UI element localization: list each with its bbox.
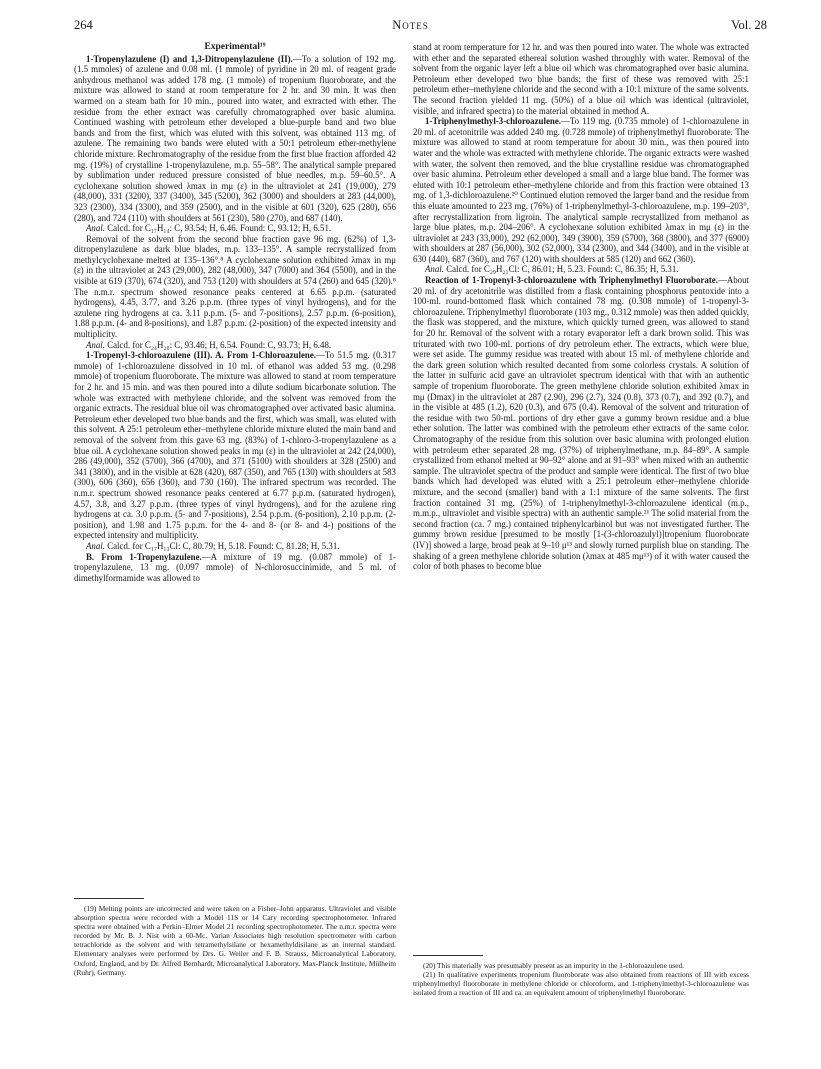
paragraph-text: —To a solution of 192 mg. (1.5 mmoles) of azulene and 0.08 ml. (1 mmole) of pyridine in 20 ml. of reagent grade anhydrous methanol was added 178 mg. (1 mmole) of tropenium fluoroborate, and the mixture was allowed to stand at room temperature for 2 hr. and 30 min. It was then warmed on a steam bath for 10 min., poured into water, and extracted with ether. The residue from the ether extract was carefully chromatographed over basic alumina. Continued washing with petroleum ether developed a blue-purple band and two blue bands and from the first, which was eluted with this solvent, was obtained 113 mg. of azulene. The remaining two bands were eluted with a 50:1 petroleum ether-methylene chloride mixture. Rechromatography of the residue from the first blue fraction afforded 42 mg. (19%) of crystalline 1-tropenylazulene, m.p. 55–58°. The analytical sample prepared by sublimation under reduced pressure consisted of blue needles, m.p. 59–60.5°. A cyclohexane solution showed λmax in mμ (ε) in the ultraviolet at 241 (19,000), 279 (48,000), 331 (3200), 337 (3400), 345 (5200), 362 (3000) and shoulders at 283 (44,000), 323 (2300), 334 (3300), and 359 (2500), and in the visible at 601 (320), 625 (280), 656 (280), and 724 (110) with shoulders at 561 (230), 580 (270), and 687 (140). [74, 53, 396, 223]
analysis-line [74, 541, 396, 552]
paragraph-text: —To 51.5 mg. (0.317 mmole) of 1-chloroazulene dissolved in 10 ml. of ethanol was added 53 mg. (0.298 mmole) of tropenium fluoroborate. The mixture was allowed to stand at room temperature for 2 hr. and 15 min. and was then poured into a dilute sodium bicarbonate solution. The whole was extracted with methylene chloride, and the solvent was removed from the organic extracts. The residual blue oil was chromatographed over activated basic alumina. Petroleum ether developed two blue bands and the first, which was small, was eluted with this solvent. A 25:1 petroleum ether–methylene chloride mixture eluted the main band and removal of the solvent from this gave 63 mg. (83%) of 1-chloro-3-tropenylazulene as a blue oil. A cyclohexane solution showed peaks in mμ (ε) in the ultraviolet at 242 (24,000), 286 (49,000), 352 (5700), 366 (4700), and 371 (5100) with shoulders at 328 (2500) and 341 (3800), and in the visible at 628 (420), 687 (350), and 765 (130) with shoulders at 583 (300), 606 (360), 656 (360), and 730 (160). The infrared spectrum was recorded. The n.m.r. spectrum showed resonance peaks centered at 6.77 p.p.m. (saturated hydrogen), 4.57, 3.8, and 3.27 p.p.m. (three types of vinyl hydrogens), and for the azulene ring hydrogens at ca. 3.0 p.p.m. (5- and 7-positions), 2.54 p.p.m. (6-position), 2.10 p.p.m. (2-position), and 1.98 and 1.75 p.p.m. for the 4- and 8- (or 8- and 4-) positions of the expected intensity and multiplicity. [74, 350, 396, 541]
paragraph-tropenylazulene [74, 54, 396, 224]
analysis-line [413, 264, 749, 275]
footnote-20: (20) This materially was presumably present as an impurity in the 1-chloroazulene used. [423, 961, 685, 970]
paragraph-text: —About 20 ml. of dry acetonitrile was distilled from a flask containing phosphorus pentoxide into a 100-ml. round-bottomed flask which contained 78 mg. (0.308 mmole) of 1-tropenyl-3-chloroazulene. Triphenylmethyl fluoroborate (103 mg., 0.312 mmole) was then added quickly, the flask was stoppered, and the mixture, which quickly turned green, was allowed to stand for 20 hr. Removal of the solvent with a rotary evaporator left a dark brown solid. This was triturated with two 100-ml. portions of dry petroleum ether. The extracts, which were blue, were set aside. The gummy residue was treated with about 15 ml. of methylene chloride and the dark green solution which resulted decanted from some colorless crystals. A solution of the latter in sulfuric acid gave an ultraviolet spectrum identical with that with an authentic sample of tropenium fluoroborate. The green methylene chloride solution exhibited λmax in mμ (Dmax) in the ultraviolet at 287 (2.90), 296 (2.7), 324 (0.8), 373 (0.7), and 392 (0.7), and in the visible at 485 (1.2), 620 (0.3), and 675 (0.4). Removal of the solvent and trituration of the residue with two 50-ml. portions of dry ether gave a gummy brown residue and a blue ether solution. The latter was combined with the petroleum ether extracts of the same color. Chromatography of the residue from this solution over basic alumina with prolonged elution with petroleum ether separated 28 mg. (37%) of triphenylmethane, m.p. 84–89°. A sample crystallized from ethanol melted at 90–92° alone and at 91–93° when mixed with an authentic sample. The ultraviolet spectra of the product and sample were identical. The first of two blue bands which had developed was eluted with a 25:1 petroleum ether–methylene chloride mixture, and the second (smaller) band with a 1:1 mixture of the same solvents. The first fraction contained 31 mg. (25%) of 1-triphenylmethyl-3-chloroazulene identical (m.p., m.m.p., ultraviolet and visible spectra) with an authentic sample.²¹ The solid material from the second fraction (ca. 7 mg.) contained triphenylcarbinol but was not investigated further. The gummy brown residue [presumed to be mostly [1-(3-chloroazulyl)]tropenium fluoroborate (IV)] showed a large, broad peak at 9–10 μ¹³ and slowly turned purplish blue on standing. The shaking of a green methylene chloride solution (λmax at 485 mμ¹³) of it with water caused the color of both phases to become blue [413, 275, 749, 572]
analysis-label: Anal. [425, 264, 444, 275]
paragraph-ditropenylazulene: Removal of the solvent from the second blue fraction gave 96 mg. (62%) of 1,3-ditropenylazulene as dark blue blades, m.p. 133–135°. A sample recrystallized from methylcyclohexane melted at 135–136°.⁸ A cyclohexane solution exhibited λmax in mμ (ε) in the ultraviolet at 243 (29,000), 282 (48,000), 347 (7000) and 364 (5500), and in the visible at 619 (370), 674 (320), and 753 (120) with shoulders at 574 (260) and 645 (320).⁸ The n.m.r. spectrum showed resonance peaks centered at 6.65 p.p.m. (saturated hydrogens), 4.45, 3.77, and 3.26 p.p.m. (three types of vinyl hydrogens), and for the azulene ring hydrogens at ca. 3.11 p.p.m. (5- and 7-positions), 2.57 p.p.m. (6-position), 1.88 p.p.m. (4- and 8-positions), and 1.87 p.p.m. (2-position) of the expected intensity and multiplicity. [74, 233, 396, 340]
paragraph-method-b [74, 552, 396, 584]
paragraph-text: —To 119 mg. (0.735 mmole) of 1-chloroazulene in 20 ml. of acetonitrile was added 240 mg. (0.728 mmole) of triphenylmethyl fluoroborate. The mixture was allowed to stand at room temperature for about 30 min., was then poured into water and the whole was extracted with methylene chloride. The organic extracts were washed with water, the solvent then removed, and the blue crystalline residue was chromatographed over basic alumina. Petroleum ether developed a small and a large blue band. The former was eluted with 10:1 petroleum ether–methylene chloride and from this fraction were obtained 13 mg. of 1,3-dichloroazulene.²⁰ Continued elution removed the larger band and the residue from this eluate amounted to 223 mg. (76%) of 1-triphenylmethyl-3-chloroazulene, m.p. 199–203°, after recrystallization from ligroin. The analytical sample recrystallized from methanol as large blue plates, m.p. 204–206°. A cyclohexane solution exhibited λmax in mμ (ε) in the ultraviolet at 243 (33,000), 292 (62,000), 349 (3900), 359 (5700), 368 (3800), and 377 (6900) with shoulders at 287 (56,000), 302 (52,000), 334 (2300), and 344 (3400), and in the visible at 630 (440), 687 (360), and 767 (120) with shoulders at 585 (120) and 662 (360). [413, 116, 749, 264]
paragraph-text: —A mixture of 19 mg. (0.087 mmole) of 1-tropenylazulene, 13 mg. (0.097 mmole) of N-chlorosuccinimide, and 5 ml. of dimethylformamide was allowed to [74, 551, 397, 583]
analysis-label: Anal. [86, 540, 105, 551]
footnotes-right [413, 955, 749, 997]
section-heading: Experimental¹⁹ [204, 42, 266, 52]
left-column [74, 42, 396, 583]
method-title: B. From 1-Tropenylazulene. [86, 551, 202, 562]
right-column [413, 42, 749, 572]
paragraph-continued: stand at room temperature for 12 hr. and was then poured into water. The whole was extracted with ether and the separated ethereal solution washed throughly with water. Removal of the solvent from the organic layer left a blue oil which was chromatographed over basic alumina. Petroleum ether developed two blue bands; the first of these was removed with 25:1 petroleum ether–methylene chloride and the second with a 10:1 mixture of the same solvents. The second fraction yielded 11 mg. (50%) of a blue oil which was identical (ultraviolet, visible, and infrared spectra) to the material obtained in method A. [413, 42, 749, 116]
compound-title: 1-Triphenylmethyl-3-chloroazulene. [425, 116, 561, 127]
footnote-21: (21) In qualitative experiments tropenium fluoroborate was also obtained from reactions of III with excess triphenylmethyl fluoroborate in methylene chloride or chloroform, and 1-triphenylmethyl-3-chloroazulene was isolated from a reaction of III and ca. an equivalent amount of triphenylmethyl fluoroborate. [413, 970, 749, 998]
paragraph-chloroazulene-a [74, 350, 396, 541]
paragraph-reaction [413, 275, 749, 572]
footnotes-left [74, 898, 396, 977]
volume-label: Vol. 28 [731, 18, 767, 32]
analysis-label: Anal. [86, 223, 105, 234]
compound-title: 1-Tropenyl-3-chloroazulene (III). A. From 1-Chloroazulene. [86, 350, 316, 361]
compound-title: 1-Tropenylazulene (I) and 1,3-Ditropenylazulene (II). [86, 53, 293, 64]
analysis-line [74, 223, 396, 234]
footnote-19: (19) Melting points are uncorrected and were taken on a Fisher–John apparatus. Ultraviolet and visible absorption spectra were recorded with a Model 11S or 14 Cary recording spectrophotometer. Infrared spectra were obtained with a Perkin–Elmer Model 21 recording spectrophotometer. The n.m.r. spectra were recorded by Mr. B. J. Nist with a 60-Mc. Varian Associates high resolution spectrometer with carbon tetrachloride as the solvent and with tetramethylsilane or hexamethyldisilane as an internal standard. Elementary analyses were performed by Drs. G. Weiler and F. B. Strauss, Microanalytical Laboratory, Oxford, England, and by Dr. Alfred Bernhardt, Microanalytical Laboratory, Max-Planck Institute, Mülheim (Ruhr), Germany. [74, 904, 396, 977]
analysis-text: Calcd. for C₁₇H₁₃Cl: C, 80.79; H, 5.18. Found: C, 81.28; H, 5.31. [107, 540, 340, 551]
analysis-text: Calcd. for C₂₄H₂₀: C, 93.46; H, 6.54. Found: C, 93.73; H, 6.48. [107, 339, 332, 350]
analysis-label: Anal. [86, 339, 105, 350]
analysis-line [74, 340, 396, 351]
running-head: Notes [392, 18, 429, 32]
footnote-rule [74, 898, 144, 899]
footnote-rule [413, 955, 483, 956]
paragraph-triphenylmethyl [413, 116, 749, 264]
reaction-title: Reaction of 1-Tropenyl-3-chloroazulene with Triphenylmethyl Fluoroborate. [425, 275, 718, 286]
page-number: 264 [74, 18, 93, 32]
analysis-text: Calcd. for C₂₉H₂₁Cl: C, 86.01; H, 5.23. Found: C, 86.35; H, 5.31. [446, 264, 679, 275]
analysis-text: Calcd. for C₁₇H₁₄: C, 93.54; H, 6.46. Found: C, 93.12; H, 6.51. [107, 223, 332, 234]
